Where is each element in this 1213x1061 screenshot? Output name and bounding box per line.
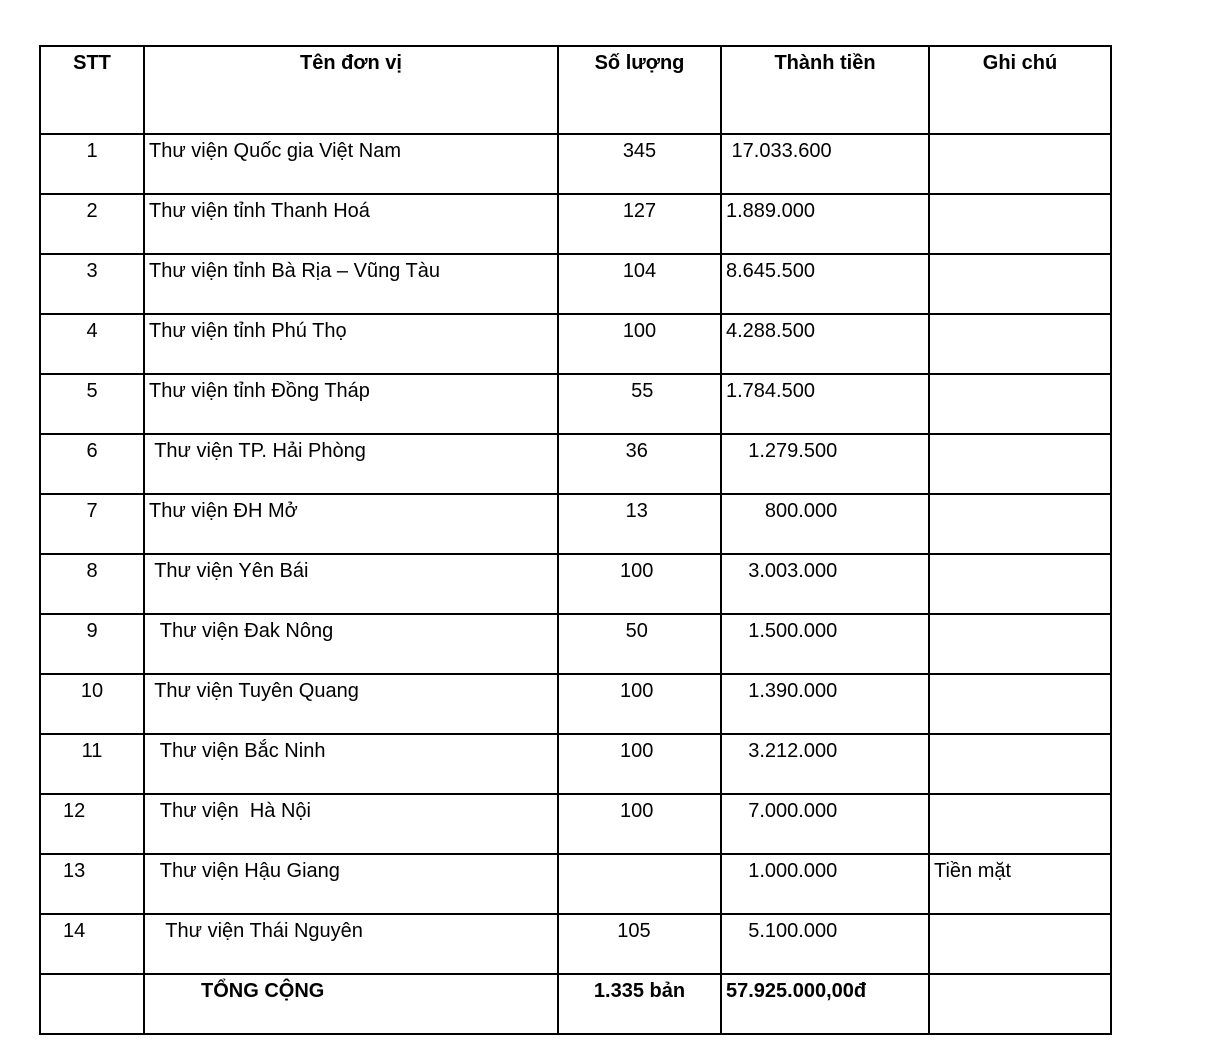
table-row [40, 434, 1111, 494]
cell-quantity: 100 [558, 314, 721, 374]
cell-name: Thư viện Đak Nông [144, 614, 558, 674]
cell-quantity: 13 [558, 494, 721, 554]
cell-note [929, 254, 1111, 314]
cell-stt: 9 [40, 614, 144, 674]
table-row [40, 674, 1111, 734]
table-row [40, 794, 1111, 854]
cell-amount: 3.003.000 [721, 554, 929, 614]
cell-name: Thư viện Hà Nội [144, 794, 558, 854]
cell-note [929, 554, 1111, 614]
table-row [40, 314, 1111, 374]
header-name: Tên đơn vị [144, 46, 558, 134]
cell-quantity: 36 [558, 434, 721, 494]
cell-stt: 6 [40, 434, 144, 494]
total-amount: 57.925.000,00đ [721, 974, 929, 1034]
cell-amount: 5.100.000 [721, 914, 929, 974]
cell-stt: 12 [40, 794, 144, 854]
cell-stt: 1 [40, 134, 144, 194]
cell-note [929, 674, 1111, 734]
cell-name: Thư viện tỉnh Đồng Tháp [144, 374, 558, 434]
cell-quantity [558, 854, 721, 914]
cell-name: Thư viện tỉnh Bà Rịa – Vũng Tàu [144, 254, 558, 314]
cell-stt: 2 [40, 194, 144, 254]
table-row [40, 194, 1111, 254]
cell-note [929, 494, 1111, 554]
cell-name: Thư viện tỉnh Thanh Hoá [144, 194, 558, 254]
summary-table [39, 45, 1112, 1035]
cell-stt: 11 [40, 734, 144, 794]
cell-name: Thư viện Thái Nguyên [144, 914, 558, 974]
cell-stt: 7 [40, 494, 144, 554]
cell-quantity: 50 [558, 614, 721, 674]
cell-amount: 1.784.500 [721, 374, 929, 434]
cell-stt: 5 [40, 374, 144, 434]
cell-name: Thư viện Hậu Giang [144, 854, 558, 914]
cell-amount: 800.000 [721, 494, 929, 554]
cell-name: Thư viện TP. Hải Phòng [144, 434, 558, 494]
cell-note [929, 614, 1111, 674]
table-row [40, 914, 1111, 974]
total-label: TỔNG CỘNG [144, 974, 558, 1034]
cell-note [929, 194, 1111, 254]
table-row [40, 614, 1111, 674]
cell-note [929, 314, 1111, 374]
cell-note [929, 434, 1111, 494]
table-row [40, 374, 1111, 434]
cell-note: Tiền mặt [929, 854, 1111, 914]
cell-stt: 14 [40, 914, 144, 974]
cell-quantity: 100 [558, 554, 721, 614]
cell-amount: 1.000.000 [721, 854, 929, 914]
table-row [40, 554, 1111, 614]
cell-note [929, 134, 1111, 194]
cell-note [929, 794, 1111, 854]
cell-name: Thư viện tỉnh Phú Thọ [144, 314, 558, 374]
cell-amount: 17.033.600 [721, 134, 929, 194]
cell-amount: 4.288.500 [721, 314, 929, 374]
table-row [40, 494, 1111, 554]
cell-amount: 1.500.000 [721, 614, 929, 674]
total-quantity: 1.335 bản [558, 974, 721, 1034]
table-row [40, 134, 1111, 194]
header-row [40, 46, 1111, 134]
cell-note-empty [929, 974, 1111, 1034]
cell-quantity: 105 [558, 914, 721, 974]
cell-amount: 3.212.000 [721, 734, 929, 794]
cell-name: Thư viện Tuyên Quang [144, 674, 558, 734]
total-row [40, 974, 1111, 1034]
cell-name: Thư viện ĐH Mở [144, 494, 558, 554]
cell-note [929, 914, 1111, 974]
header-stt: STT [40, 46, 144, 134]
cell-amount: 1.279.500 [721, 434, 929, 494]
cell-stt: 8 [40, 554, 144, 614]
cell-stt: 3 [40, 254, 144, 314]
header-quantity: Số lượng [558, 46, 721, 134]
cell-stt: 4 [40, 314, 144, 374]
cell-amount: 1.390.000 [721, 674, 929, 734]
cell-quantity: 100 [558, 794, 721, 854]
cell-quantity: 100 [558, 674, 721, 734]
cell-quantity: 55 [558, 374, 721, 434]
cell-note [929, 374, 1111, 434]
cell-amount: 1.889.000 [721, 194, 929, 254]
cell-stt: 10 [40, 674, 144, 734]
cell-name: Thư viện Bắc Ninh [144, 734, 558, 794]
table-row [40, 854, 1111, 914]
cell-quantity: 100 [558, 734, 721, 794]
cell-amount: 7.000.000 [721, 794, 929, 854]
cell-quantity: 104 [558, 254, 721, 314]
header-note: Ghi chú [929, 46, 1111, 134]
cell-amount: 8.645.500 [721, 254, 929, 314]
cell-quantity: 127 [558, 194, 721, 254]
cell-name: Thư viện Quốc gia Việt Nam [144, 134, 558, 194]
cell-stt: 13 [40, 854, 144, 914]
cell-note [929, 734, 1111, 794]
table-row [40, 734, 1111, 794]
table-row [40, 254, 1111, 314]
header-amount: Thành tiền [721, 46, 929, 134]
cell-stt-empty [40, 974, 144, 1034]
cell-name: Thư viện Yên Bái [144, 554, 558, 614]
cell-quantity: 345 [558, 134, 721, 194]
